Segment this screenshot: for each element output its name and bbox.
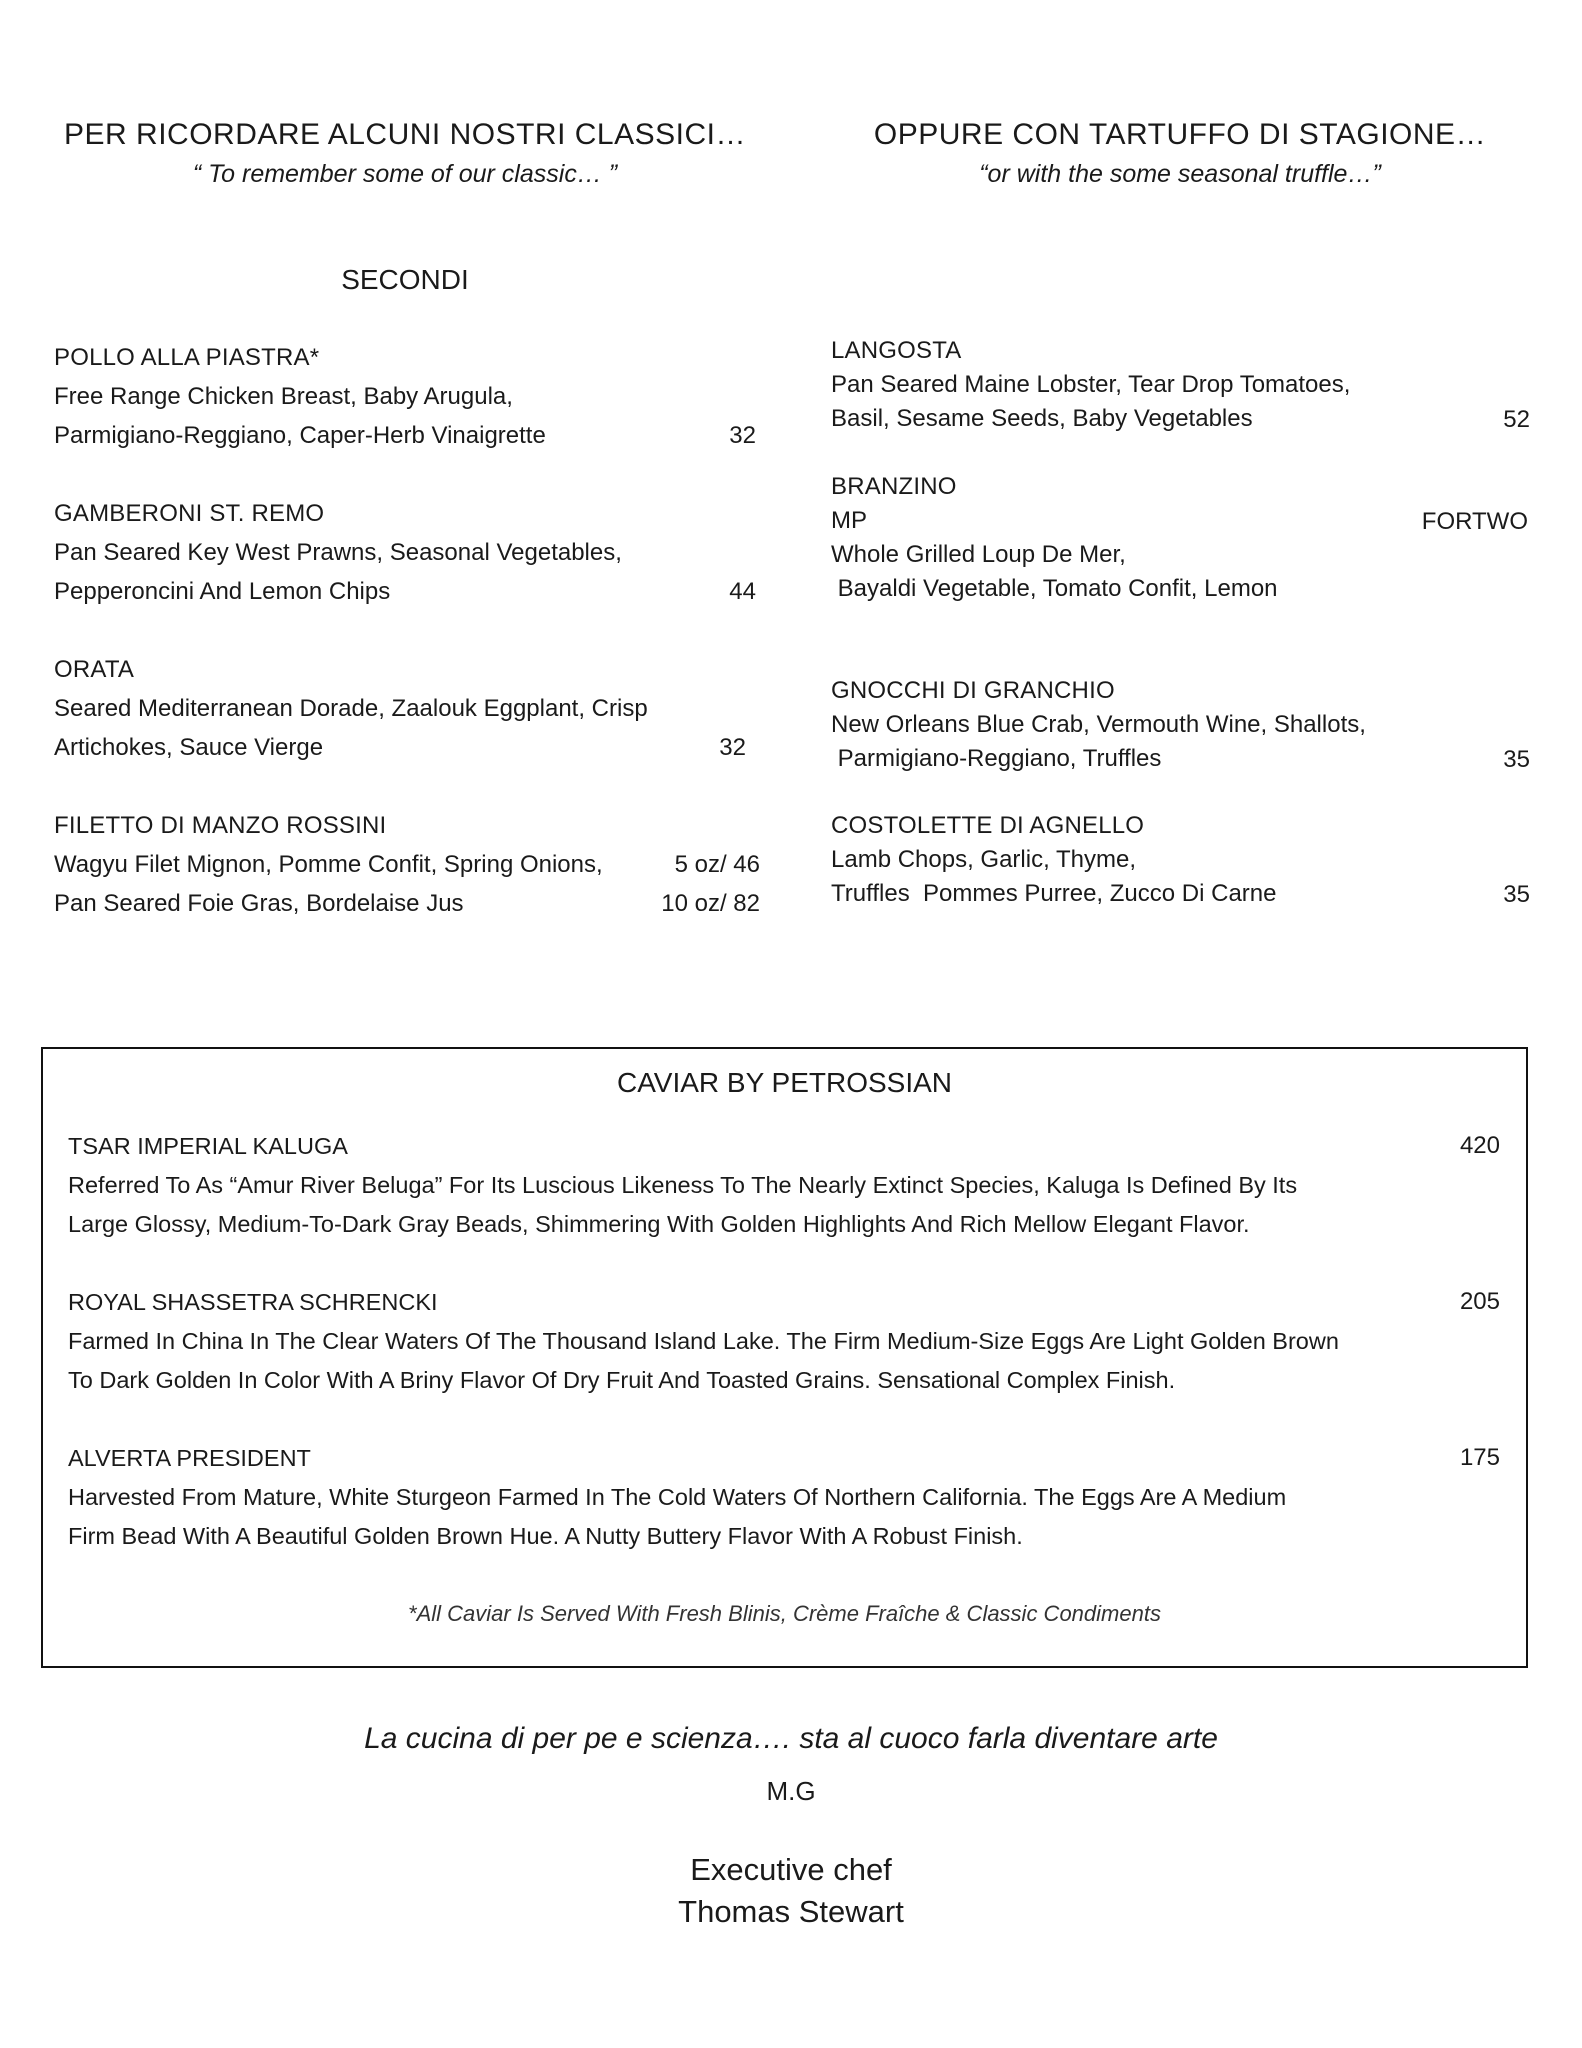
item-description-line: Parmigiano-Reggiano, Truffles (831, 745, 1162, 772)
item-description-line: Lamb Chops, Garlic, Thyme, (831, 846, 1137, 873)
item-name: BRANZINO (831, 473, 957, 500)
item-price: 35 (1503, 881, 1530, 908)
caviar-item-price: 420 (1459, 1132, 1500, 1159)
chef-name: Thomas Stewart (678, 1894, 904, 1929)
chef-title: Executive chef (690, 1852, 892, 1887)
caviar-item (68, 1127, 1498, 1244)
item-description-line: Basil, Sesame Seeds, Baby Vegetables (831, 405, 1253, 432)
caviar-item-price: 175 (1459, 1444, 1500, 1471)
item-market-price: MP (831, 507, 867, 534)
menu-item-langosta (831, 334, 1350, 436)
item-description-line: Wagyu Filet Mignon, Pomme Confit, Spring Onions, (54, 851, 603, 878)
caviar-note: *All Caviar Is Served With Fresh Blinis, Crème Fraîche & Classic Condiments (408, 1601, 1161, 1626)
caviar-section (41, 1047, 1528, 1668)
section-title: SECONDI (341, 264, 469, 295)
item-price: 44 (729, 578, 756, 605)
item-description-line: Whole Grilled Loup De Mer, (831, 541, 1126, 568)
item-description-line: Parmigiano-Reggiano, Caper-Herb Vinaigrette (54, 422, 546, 449)
item-price-large: 10 oz/ 82 (661, 890, 760, 917)
menu-item-pollo (54, 338, 546, 455)
item-name: FILETTO DI MANZO ROSSINI (54, 812, 387, 839)
caviar-item-name: ROYAL SHASSETRA SCHRENCKI (68, 1289, 438, 1315)
left-header-title: PER RICORDARE ALCUNI NOSTRI CLASSICI… (64, 118, 746, 151)
menu-item-orata (54, 650, 648, 767)
menu-item-gnocchi (831, 674, 1366, 776)
left-header-subtitle: “ To remember some of our classic… ” (192, 160, 618, 188)
item-name: COSTOLETTE DI AGNELLO (831, 812, 1145, 839)
item-price: 32 (719, 734, 746, 761)
item-name: GNOCCHI DI GRANCHIO (831, 677, 1115, 704)
menu-item-costolette (831, 809, 1276, 911)
item-name: LANGOSTA (831, 337, 962, 364)
item-price: 35 (1503, 746, 1530, 773)
caviar-title: CAVIAR BY PETROSSIAN (616, 1067, 953, 1098)
item-description-line: Free Range Chicken Breast, Baby Arugula, (54, 383, 513, 410)
footer-initials: M.G (766, 1776, 816, 1806)
caviar-item-price: 205 (1459, 1288, 1500, 1315)
item-name: POLLO ALLA PIASTRA* (54, 344, 320, 371)
item-name: ORATA (54, 656, 135, 683)
item-price: 52 (1503, 406, 1530, 433)
item-description-line: Artichokes, Sauce Vierge (54, 734, 324, 761)
caviar-item-description-line: Referred To As “Amur River Beluga” For Its Luscious Likeness To The Nearly Extinct Species, Kaluga Is Defined By Its (68, 1172, 1298, 1198)
item-price-small: 5 oz/ 46 (674, 851, 760, 878)
right-header-subtitle: “or with the some seasonal truffle…” (979, 160, 1381, 188)
caviar-item-name: ALVERTA PRESIDENT (68, 1445, 311, 1471)
item-description-line: New Orleans Blue Crab, Vermouth Wine, Shallots, (831, 711, 1366, 738)
caviar-item-description-line: Farmed In China In The Clear Waters Of The Thousand Island Lake. The Firm Medium-Size Eggs Are Light Golden Brown (68, 1328, 1339, 1354)
caviar-item-description-line: Firm Bead With A Beautiful Golden Brown Hue. A Nutty Buttery Flavor With A Robust Finish. (68, 1523, 1023, 1549)
caviar-item-name: TSAR IMPERIAL KALUGA (68, 1133, 348, 1159)
menu-item-filetto (54, 806, 603, 923)
item-description-line: Pan Seared Foie Gras, Bordelaise Jus (54, 890, 464, 917)
item-description-line: Pepperoncini And Lemon Chips (54, 578, 391, 605)
item-description-line: Truffles Pommes Purree, Zucco Di Carne (831, 880, 1277, 907)
right-header-title: OPPURE CON TARTUFFO DI STAGIONE… (873, 118, 1487, 151)
menu-item-gamberoni (54, 494, 622, 611)
caviar-item-description-line: Large Glossy, Medium-To-Dark Gray Beads, Shimmering With Golden Highlights And Rich Mellow Elegant Flavor. (68, 1211, 1250, 1237)
item-description-line: Bayaldi Vegetable, Tomato Confit, Lemon (831, 575, 1278, 602)
menu-item-branzino (831, 470, 1278, 606)
item-name: GAMBERONI ST. REMO (54, 500, 325, 527)
caviar-item-description-line: To Dark Golden In Color With A Briny Flavor Of Dry Fruit And Toasted Grains. Sensational Complex Finish. (68, 1367, 1176, 1393)
footer-quote: La cucina di per pe e scienza…. sta al cuoco farla diventare arte (364, 1722, 1218, 1755)
item-serving-note: FORTWO (1421, 508, 1528, 535)
caviar-item-description-line: Harvested From Mature, White Sturgeon Farmed In The Cold Waters Of Northern California. The Eggs Are A Medium (68, 1484, 1287, 1510)
item-description-line: Pan Seared Key West Prawns, Seasonal Vegetables, (54, 539, 622, 566)
item-price: 32 (729, 422, 756, 449)
caviar-item (68, 1439, 1498, 1556)
item-description-line: Seared Mediterranean Dorade, Zaalouk Eggplant, Crisp (54, 695, 648, 722)
item-description-line: Pan Seared Maine Lobster, Tear Drop Tomatoes, (831, 371, 1351, 398)
caviar-item (68, 1283, 1498, 1400)
